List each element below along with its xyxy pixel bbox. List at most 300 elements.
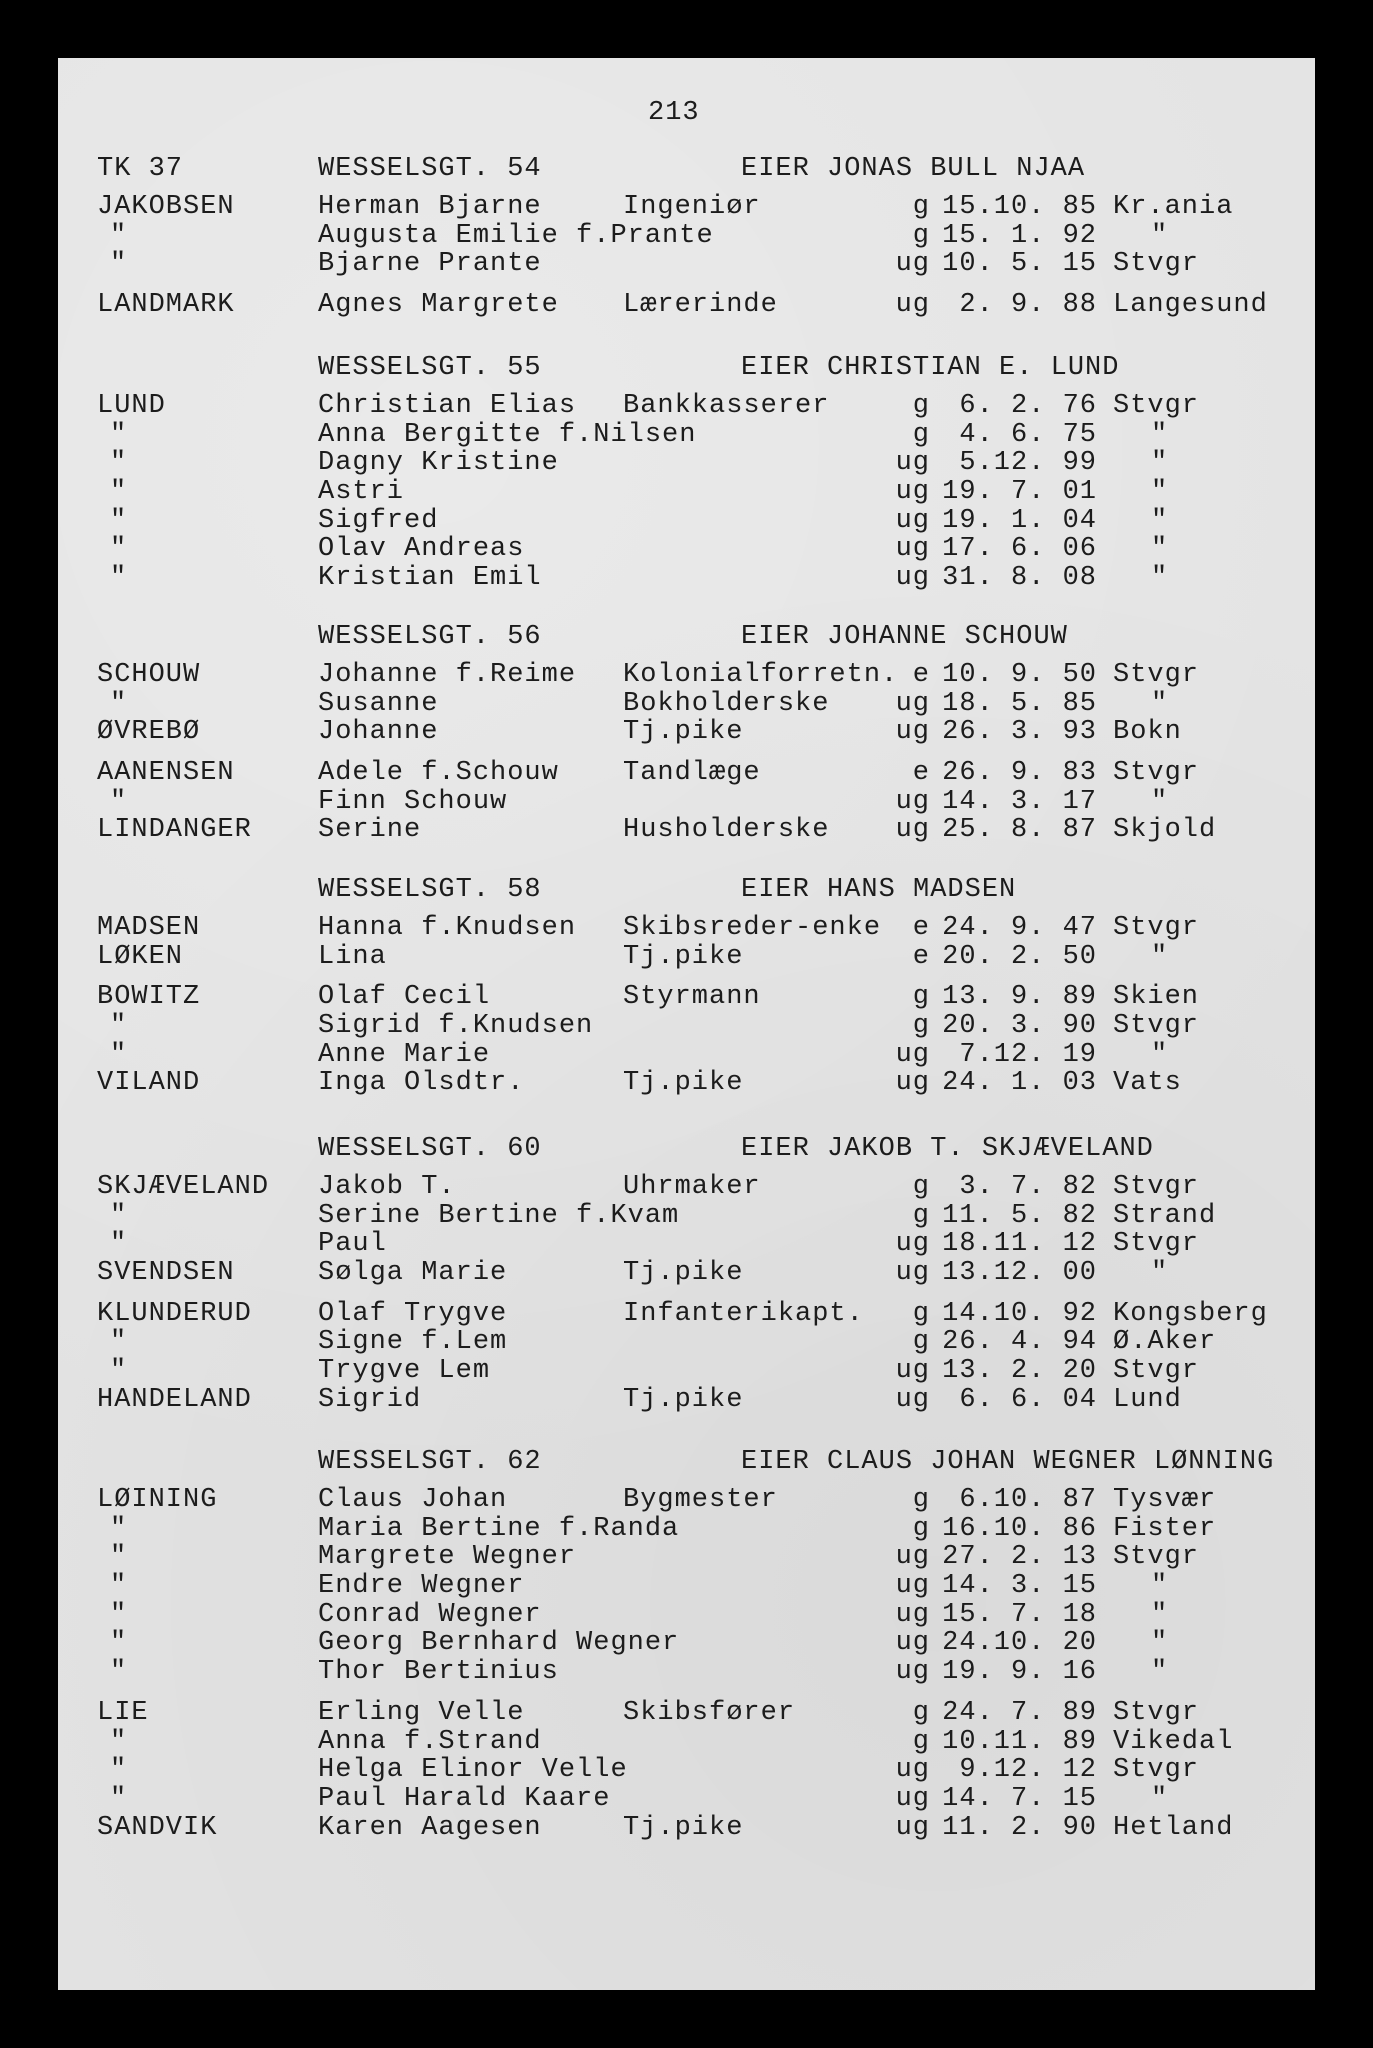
resident-row xyxy=(58,1040,1315,1069)
marital-status: g xyxy=(912,1011,930,1042)
given-names: Sigrid xyxy=(318,1384,422,1415)
resident-row xyxy=(58,758,1315,787)
given-names: Hanna f.Knudsen xyxy=(318,913,577,943)
birth-place: " xyxy=(1151,477,1169,508)
given-names: Olaf Trygve xyxy=(318,1298,508,1329)
resident-row xyxy=(58,913,1315,942)
surname: " xyxy=(110,563,128,594)
occupation: Husholderske xyxy=(623,815,830,846)
occupation: Bygmester xyxy=(623,1485,778,1515)
resident-row xyxy=(58,982,1315,1011)
birth-date: 15.10. 85 xyxy=(942,192,1097,222)
birth-place: Ø.Aker xyxy=(1113,1327,1217,1358)
marital-status: ug xyxy=(895,1258,930,1289)
street-address: WESSELSGT. 55 xyxy=(318,353,542,383)
occupation: Uhrmaker xyxy=(623,1172,761,1202)
birth-date: 19. 9. 16 xyxy=(942,1657,1097,1688)
birth-date: 14. 3. 15 xyxy=(942,1571,1097,1602)
birth-place: " xyxy=(1151,448,1169,479)
surname: VILAND xyxy=(97,1068,201,1099)
given-names: Sigrid f.Knudsen xyxy=(318,1011,594,1042)
resident-row xyxy=(58,1657,1315,1686)
given-names: Serine Bertine f.Kvam xyxy=(318,1200,680,1231)
birth-date: 11. 5. 82 xyxy=(942,1200,1097,1231)
occupation: Tj.pike xyxy=(623,1258,744,1289)
resident-row xyxy=(58,221,1315,250)
birth-date: 3. 7. 82 xyxy=(959,1172,1097,1202)
birth-date: 9.12. 12 xyxy=(959,1755,1097,1786)
birth-place: " xyxy=(1151,1783,1169,1814)
surname: LØKEN xyxy=(97,941,184,972)
occupation: Bokholderske xyxy=(623,688,830,719)
marital-status: ug xyxy=(895,534,930,565)
marital-status: ug xyxy=(895,815,930,846)
surname: SVENDSEN xyxy=(97,1258,235,1289)
document-page xyxy=(58,58,1315,1990)
property-section xyxy=(58,875,1315,1097)
occupation: Tj.pike xyxy=(623,717,744,748)
surname: " xyxy=(110,1542,128,1573)
marital-status: ug xyxy=(895,688,930,719)
given-names: Anna f.Strand xyxy=(318,1726,542,1757)
birth-place: " xyxy=(1151,1258,1169,1289)
resident-row xyxy=(58,1755,1315,1784)
property-section xyxy=(58,353,1315,592)
surname: " xyxy=(110,1039,128,1070)
surname: " xyxy=(110,1229,128,1260)
birth-date: 24. 7. 89 xyxy=(942,1697,1097,1728)
birth-date: 20. 2. 50 xyxy=(942,941,1097,972)
birth-place: Kongsberg xyxy=(1113,1298,1268,1329)
surname: LANDMARK xyxy=(97,290,235,321)
resident-row xyxy=(58,717,1315,746)
birth-date: 4. 6. 75 xyxy=(959,419,1097,450)
birth-place: Stvgr xyxy=(1113,1229,1200,1260)
surname: " xyxy=(110,1011,128,1042)
birth-date: 13. 2. 20 xyxy=(942,1356,1097,1387)
resident-row xyxy=(58,563,1315,592)
given-names: Erling Velle xyxy=(318,1697,525,1728)
household-group xyxy=(58,913,1315,970)
property-owner: EIER JONAS BULL NJAA xyxy=(741,154,1086,184)
household-group xyxy=(58,1698,1315,1841)
resident-row xyxy=(58,420,1315,449)
birth-date: 14. 3. 17 xyxy=(942,786,1097,817)
resident-row xyxy=(58,1299,1315,1328)
household-group xyxy=(58,1172,1315,1287)
resident-row xyxy=(58,660,1315,689)
occupation: Bankkasserer xyxy=(623,391,830,421)
occupation: Tandlæge xyxy=(623,758,761,789)
surname: " xyxy=(110,477,128,508)
resident-row xyxy=(58,1327,1315,1356)
resident-row xyxy=(58,1514,1315,1543)
birth-date: 15. 7. 18 xyxy=(942,1599,1097,1630)
given-names: Adele f.Schouw xyxy=(318,758,559,789)
surname: LINDANGER xyxy=(97,815,252,846)
property-section xyxy=(58,154,1315,319)
marital-status: g xyxy=(912,391,930,421)
resident-row xyxy=(58,506,1315,535)
birth-place: Vats xyxy=(1113,1068,1182,1099)
given-names: Susanne xyxy=(318,688,439,719)
household-group xyxy=(58,982,1315,1097)
resident-row xyxy=(58,815,1315,844)
occupation: Skibsreder-enke xyxy=(623,913,882,943)
marital-status: ug xyxy=(895,1812,930,1843)
occupation: Tj.pike xyxy=(623,941,744,972)
marital-status: g xyxy=(912,982,930,1013)
occupation: Infanterikapt. xyxy=(623,1298,864,1329)
occupation: Ingeniør xyxy=(623,192,761,222)
occupation: Lærerinde xyxy=(623,290,778,321)
birth-place: " xyxy=(1151,563,1169,594)
birth-place: " xyxy=(1151,1571,1169,1602)
surname: " xyxy=(110,786,128,817)
birth-place: Skjold xyxy=(1113,815,1217,846)
birth-place: Tysvær xyxy=(1113,1485,1217,1515)
given-names: Augusta Emilie f.Prante xyxy=(318,220,714,251)
surname: " xyxy=(110,419,128,450)
surname: " xyxy=(110,249,128,280)
birth-date: 24. 9. 47 xyxy=(942,913,1097,943)
district-code: TK 37 xyxy=(97,154,184,184)
surname: " xyxy=(110,1755,128,1786)
resident-row xyxy=(58,1258,1315,1287)
birth-place: Stvgr xyxy=(1113,913,1200,943)
surname: JAKOBSEN xyxy=(97,192,235,222)
resident-row xyxy=(58,1698,1315,1727)
given-names: Georg Bernhard Wegner xyxy=(318,1628,680,1659)
given-names: Kristian Emil xyxy=(318,563,542,594)
birth-date: 15. 1. 92 xyxy=(942,220,1097,251)
resident-row xyxy=(58,1727,1315,1756)
birth-date: 31. 8. 08 xyxy=(942,563,1097,594)
given-names: Paul Harald Kaare xyxy=(318,1783,611,1814)
given-names: Herman Bjarne xyxy=(318,192,542,222)
property-owner: EIER HANS MADSEN xyxy=(741,875,1017,905)
marital-status: ug xyxy=(895,1571,930,1602)
birth-place: Stvgr xyxy=(1113,660,1200,690)
resident-row xyxy=(58,1571,1315,1600)
household-group xyxy=(58,290,1315,319)
birth-place: Lund xyxy=(1113,1384,1182,1415)
resident-row xyxy=(58,1011,1315,1040)
birth-date: 24.10. 20 xyxy=(942,1628,1097,1659)
surname: SKJÆVELAND xyxy=(97,1172,270,1202)
resident-row xyxy=(58,192,1315,221)
given-names: Dagny Kristine xyxy=(318,448,559,479)
resident-row xyxy=(58,477,1315,506)
birth-place: Fister xyxy=(1113,1513,1217,1544)
birth-place: " xyxy=(1151,419,1169,450)
given-names: Anne Marie xyxy=(318,1039,491,1070)
birth-date: 20. 3. 90 xyxy=(942,1011,1097,1042)
surname: LIE xyxy=(97,1697,149,1728)
resident-row xyxy=(58,689,1315,718)
given-names: Karen Aagesen xyxy=(318,1812,542,1843)
marital-status: g xyxy=(912,1697,930,1728)
property-heading xyxy=(58,353,1315,382)
marital-status: g xyxy=(912,1172,930,1202)
birth-date: 26. 3. 93 xyxy=(942,717,1097,748)
birth-date: 18. 5. 85 xyxy=(942,688,1097,719)
given-names: Olav Andreas xyxy=(318,534,525,565)
surname: " xyxy=(110,1599,128,1630)
surname: " xyxy=(110,1783,128,1814)
property-owner: EIER JOHANNE SCHOUW xyxy=(741,622,1068,652)
given-names: Margrete Wegner xyxy=(318,1542,577,1573)
surname: " xyxy=(110,1726,128,1757)
birth-place: Stvgr xyxy=(1113,1542,1200,1573)
birth-date: 26. 9. 83 xyxy=(942,758,1097,789)
surname: LØINING xyxy=(97,1485,218,1515)
birth-date: 14. 7. 15 xyxy=(942,1783,1097,1814)
given-names: Endre Wegner xyxy=(318,1571,525,1602)
marital-status: ug xyxy=(895,717,930,748)
given-names: Maria Bertine f.Randa xyxy=(318,1513,680,1544)
household-group xyxy=(58,192,1315,278)
given-names: Olaf Cecil xyxy=(318,982,491,1013)
birth-place: Skien xyxy=(1113,982,1200,1013)
marital-status: ug xyxy=(895,1657,930,1688)
surname: " xyxy=(110,1571,128,1602)
marital-status: g xyxy=(912,1485,930,1515)
resident-row xyxy=(58,290,1315,319)
birth-place: " xyxy=(1151,534,1169,565)
given-names: Johanne xyxy=(318,717,439,748)
birth-place: " xyxy=(1151,1628,1169,1659)
birth-place: Hetland xyxy=(1113,1812,1234,1843)
property-heading xyxy=(58,154,1315,183)
resident-row xyxy=(58,448,1315,477)
marital-status: ug xyxy=(895,477,930,508)
surname: BOWITZ xyxy=(97,982,201,1013)
given-names: Christian Elias xyxy=(318,391,577,421)
given-names: Jakob T. xyxy=(318,1172,456,1202)
marital-status: e xyxy=(912,660,930,690)
marital-status: g xyxy=(912,1200,930,1231)
marital-status: ug xyxy=(895,1039,930,1070)
given-names: Bjarne Prante xyxy=(318,249,542,280)
birth-date: 10.11. 89 xyxy=(942,1726,1097,1757)
surname: ØVREBØ xyxy=(97,717,201,748)
birth-place: Stvgr xyxy=(1113,391,1200,421)
given-names: Trygve Lem xyxy=(318,1356,491,1387)
household-group xyxy=(58,758,1315,844)
occupation: Kolonialforretn. xyxy=(623,660,899,690)
surname: " xyxy=(110,505,128,536)
street-address: WESSELSGT. 56 xyxy=(318,622,542,652)
marital-status: ug xyxy=(895,1356,930,1387)
given-names: Agnes Margrete xyxy=(318,290,559,321)
surname: MADSEN xyxy=(97,913,201,943)
surname: " xyxy=(110,1327,128,1358)
given-names: Inga Olsdtr. xyxy=(318,1068,525,1099)
resident-row xyxy=(58,1485,1315,1514)
birth-date: 2. 9. 88 xyxy=(959,290,1097,321)
resident-row xyxy=(58,1784,1315,1813)
birth-place: " xyxy=(1151,505,1169,536)
household-group xyxy=(58,391,1315,592)
marital-status: e xyxy=(912,941,930,972)
marital-status: e xyxy=(912,758,930,789)
resident-row xyxy=(58,1201,1315,1230)
marital-status: ug xyxy=(895,1068,930,1099)
resident-row xyxy=(58,1229,1315,1258)
marital-status: ug xyxy=(895,290,930,321)
occupation: Tj.pike xyxy=(623,1812,744,1843)
birth-place: Stvgr xyxy=(1113,1356,1200,1387)
surname: " xyxy=(110,220,128,251)
property-heading xyxy=(58,1447,1315,1476)
birth-place: Bokn xyxy=(1113,717,1182,748)
resident-row xyxy=(58,534,1315,563)
birth-date: 5.12. 99 xyxy=(959,448,1097,479)
resident-row xyxy=(58,1385,1315,1414)
given-names: Conrad Wegner xyxy=(318,1599,542,1630)
birth-date: 19. 1. 04 xyxy=(942,505,1097,536)
occupation: Tj.pike xyxy=(623,1068,744,1099)
birth-date: 6.10. 87 xyxy=(959,1485,1097,1515)
resident-row xyxy=(58,1628,1315,1657)
marital-status: ug xyxy=(895,448,930,479)
occupation: Styrmann xyxy=(623,982,761,1013)
marital-status: ug xyxy=(895,1628,930,1659)
marital-status: ug xyxy=(895,1783,930,1814)
resident-row xyxy=(58,1600,1315,1629)
resident-row xyxy=(58,1068,1315,1097)
birth-place: " xyxy=(1151,1657,1169,1688)
birth-place: " xyxy=(1151,220,1169,251)
marital-status: g xyxy=(912,1327,930,1358)
marital-status: g xyxy=(912,419,930,450)
birth-place: Kr.ania xyxy=(1113,192,1234,222)
birth-date: 27. 2. 13 xyxy=(942,1542,1097,1573)
marital-status: g xyxy=(912,1298,930,1329)
resident-row xyxy=(58,1813,1315,1842)
surname: KLUNDERUD xyxy=(97,1298,252,1329)
property-owner: EIER JAKOB T. SKJÆVELAND xyxy=(741,1134,1154,1164)
property-owner: EIER CHRISTIAN E. LUND xyxy=(741,353,1120,383)
household-group xyxy=(58,1299,1315,1414)
surname: " xyxy=(110,534,128,565)
birth-date: 6. 2. 76 xyxy=(959,391,1097,421)
street-address: WESSELSGT. 54 xyxy=(318,154,542,184)
resident-row xyxy=(58,249,1315,278)
property-section xyxy=(58,1447,1315,1841)
birth-place: " xyxy=(1151,1599,1169,1630)
given-names: Finn Schouw xyxy=(318,786,508,817)
marital-status: ug xyxy=(895,249,930,280)
surname: AANENSEN xyxy=(97,758,235,789)
resident-row xyxy=(58,1542,1315,1571)
street-address: WESSELSGT. 60 xyxy=(318,1134,542,1164)
given-names: Sigfred xyxy=(318,505,439,536)
property-owner: EIER CLAUS JOHAN WEGNER LØNNING xyxy=(741,1447,1275,1477)
resident-row xyxy=(58,787,1315,816)
surname: " xyxy=(110,448,128,479)
birth-date: 10. 5. 15 xyxy=(942,249,1097,280)
birth-place: Stvgr xyxy=(1113,758,1200,789)
property-section xyxy=(58,1134,1315,1414)
resident-row xyxy=(58,391,1315,420)
birth-place: Stvgr xyxy=(1113,249,1200,280)
birth-place: Langesund xyxy=(1113,290,1268,321)
birth-date: 13.12. 00 xyxy=(942,1258,1097,1289)
surname: HANDELAND xyxy=(97,1384,252,1415)
birth-place: Strand xyxy=(1113,1200,1217,1231)
birth-place: " xyxy=(1151,688,1169,719)
given-names: Johanne f.Reime xyxy=(318,660,577,690)
household-group xyxy=(58,1485,1315,1686)
marital-status: g xyxy=(912,1513,930,1544)
given-names: Helga Elinor Velle xyxy=(318,1755,628,1786)
birth-date: 10. 9. 50 xyxy=(942,660,1097,690)
surname: LUND xyxy=(97,391,166,421)
marital-status: ug xyxy=(895,505,930,536)
surname: SCHOUW xyxy=(97,660,201,690)
marital-status: ug xyxy=(895,1229,930,1260)
birth-date: 7.12. 19 xyxy=(959,1039,1097,1070)
birth-date: 24. 1. 03 xyxy=(942,1068,1097,1099)
birth-place: Stvgr xyxy=(1113,1011,1200,1042)
given-names: Sølga Marie xyxy=(318,1258,508,1289)
birth-date: 18.11. 12 xyxy=(942,1229,1097,1260)
birth-date: 14.10. 92 xyxy=(942,1298,1097,1329)
given-names: Paul xyxy=(318,1229,387,1260)
birth-place: Stvgr xyxy=(1113,1697,1200,1728)
street-address: WESSELSGT. 58 xyxy=(318,875,542,905)
occupation: Tj.pike xyxy=(623,1384,744,1415)
birth-place: " xyxy=(1151,941,1169,972)
birth-date: 11. 2. 90 xyxy=(942,1812,1097,1843)
birth-date: 26. 4. 94 xyxy=(942,1327,1097,1358)
birth-date: 13. 9. 89 xyxy=(942,982,1097,1013)
given-names: Claus Johan xyxy=(318,1485,508,1515)
resident-row xyxy=(58,942,1315,971)
birth-date: 19. 7. 01 xyxy=(942,477,1097,508)
marital-status: g xyxy=(912,220,930,251)
marital-status: g xyxy=(912,192,930,222)
birth-place: Vikedal xyxy=(1113,1726,1234,1757)
surname: " xyxy=(110,1200,128,1231)
given-names: Signe f.Lem xyxy=(318,1327,508,1358)
property-section xyxy=(58,622,1315,844)
birth-place: Stvgr xyxy=(1113,1755,1200,1786)
property-heading xyxy=(58,622,1315,651)
birth-place: Stvgr xyxy=(1113,1172,1200,1202)
marital-status: ug xyxy=(895,786,930,817)
household-group xyxy=(58,660,1315,746)
marital-status: ug xyxy=(895,1542,930,1573)
birth-place: " xyxy=(1151,1039,1169,1070)
marital-status: g xyxy=(912,1726,930,1757)
property-heading xyxy=(58,1134,1315,1163)
resident-row xyxy=(58,1172,1315,1201)
property-heading xyxy=(58,875,1315,904)
given-names: Astri xyxy=(318,477,405,508)
marital-status: ug xyxy=(895,1755,930,1786)
marital-status: ug xyxy=(895,1599,930,1630)
occupation: Skibsfører xyxy=(623,1697,796,1728)
marital-status: e xyxy=(912,913,930,943)
birth-date: 6. 6. 04 xyxy=(959,1384,1097,1415)
street-address: WESSELSGT. 62 xyxy=(318,1447,542,1477)
page-number: 213 xyxy=(648,98,700,128)
surname: " xyxy=(110,688,128,719)
surname: " xyxy=(110,1356,128,1387)
